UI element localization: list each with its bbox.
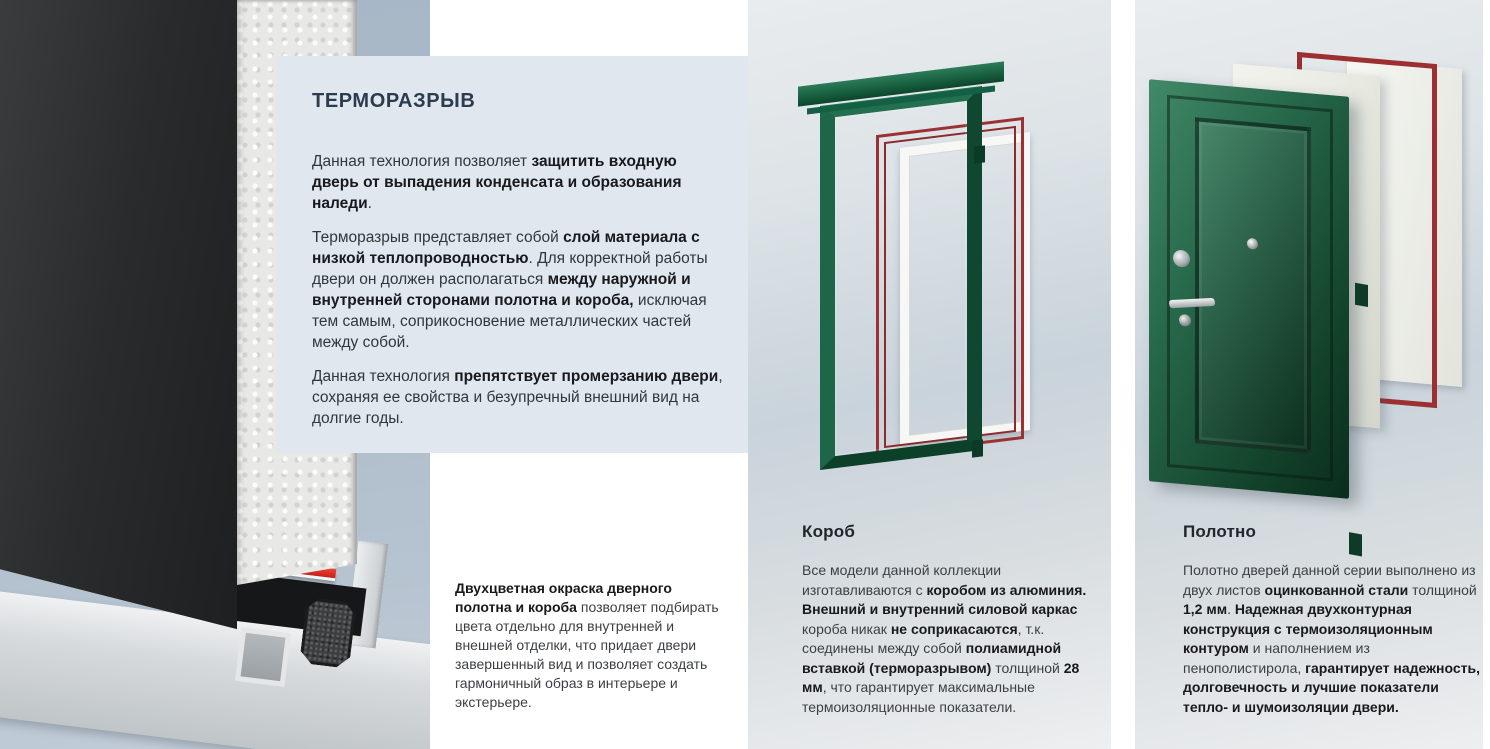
card-paragraph-1: Данная технология позволяет защитить входную дверь от выпадения конденсата и образования наледи. bbox=[312, 153, 682, 212]
lock-escutcheon bbox=[1173, 249, 1190, 267]
frame-exploded-image bbox=[748, 0, 1111, 530]
leaf-hinge-top bbox=[1355, 283, 1368, 307]
leaf-description: Полотно дверей данной серии выполнено из двух листов оцинкованной стали толщиной 1,2 мм. Надежная двухконтурная конструкция с термоизоляционным контуром и наполнением из пенополистирола, гарантирует надежность, долговечность и лучшие показатели тепло- и шумоизоляции двери. bbox=[1183, 562, 1480, 715]
frame-hinge-top bbox=[974, 145, 985, 163]
thermal-break-card-content bbox=[276, 56, 748, 429]
leaf-column bbox=[1135, 0, 1483, 749]
frame-column bbox=[748, 0, 1111, 749]
card-paragraph-3: Данная технология препятствует промерзанию двери, сохраняя ее свойства и безупречный внешний вид на долгие годы. bbox=[312, 368, 723, 427]
peephole bbox=[1247, 238, 1258, 250]
leaf-heading: Полотно bbox=[1183, 522, 1257, 541]
profile-chamber bbox=[235, 627, 291, 687]
section-title: ТЕРМОРАЗРЫВ bbox=[312, 90, 476, 112]
frame-hinge-bottom bbox=[972, 439, 983, 457]
frame-heading: Короб bbox=[802, 522, 856, 541]
leaf-hinge-bottom bbox=[1349, 532, 1362, 556]
thermal-break-card bbox=[276, 56, 748, 453]
thermal-insert-foam bbox=[299, 597, 357, 669]
leaf-exploded-image bbox=[1135, 0, 1483, 530]
card-paragraph-2: Терморазрыв представляет собой слой материала с низкой теплопроводностью. Для корректной работы двери он должен располагаться между наружной и внутренней сторонами полотна и короба, исключая тем самым, соприкосновение металлических частей между собой. bbox=[312, 229, 708, 351]
lock-cylinder bbox=[1179, 314, 1191, 327]
two-tone-paint-note: Двухцветная окраска дверного полотна и короба позволяет подбирать цвета отдельно для внутренней и внешней отделки, что придает двери завершенный вид и позволяет создать гармоничный образ в интерьере и экстерьере. bbox=[455, 580, 719, 710]
door-molding-inner bbox=[1195, 117, 1311, 453]
green-door-leaf bbox=[1149, 79, 1349, 498]
outer-green-frame bbox=[820, 86, 982, 470]
frame-description: Все модели данной коллекции изготавливаются с коробом из алюминия. Внешний и внутренний силовой каркас короба никак не соприкасаются, т.к. соединены между собой полиамидной вставкой (терморазрывом) толщиной 28 мм, что гарантирует максимальные термоизоляционные показатели. bbox=[802, 562, 1087, 715]
